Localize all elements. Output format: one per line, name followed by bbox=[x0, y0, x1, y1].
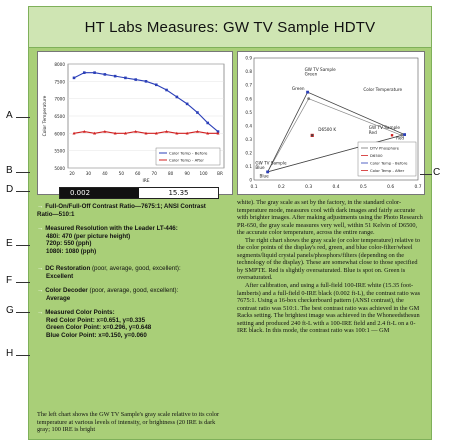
y-tick-label: 0.8 bbox=[245, 69, 252, 75]
x-tick-label: 70 bbox=[151, 171, 157, 176]
y-tick-label: 0.5 bbox=[245, 109, 252, 115]
y-tick-label: 0 bbox=[249, 177, 252, 183]
spec-color-points: → Measured Color Points: Red Color Point: x=0.651, y=0.335 Green Color Point: x=0.296, y=0.648 Blue Color Point: x=0.150, y=0.060 bbox=[37, 309, 152, 339]
legend-label: DTV Phosphore bbox=[370, 145, 399, 151]
spec-resolution: → Measured Resolution with the Leader LT-446: 480i: 470 (per picture height) 720p: 550 (pph) 1080i: 1080 (pph) bbox=[37, 225, 178, 255]
pointer-line bbox=[16, 117, 30, 118]
y-tick-label: 7500 bbox=[54, 79, 65, 85]
sample-point bbox=[306, 91, 309, 94]
y-axis-label: Color Temperature bbox=[43, 95, 48, 137]
right-body-text bbox=[237, 199, 425, 335]
y-tick-label: 6500 bbox=[54, 114, 65, 119]
label-e: E bbox=[6, 238, 13, 249]
contrast-black-value: 0.002 bbox=[60, 188, 139, 198]
arrow-icon: → bbox=[37, 287, 44, 294]
page-title: HT Labs Measures: GW TV Sample HDTV bbox=[84, 18, 376, 36]
point-label: D6500 K bbox=[318, 127, 337, 133]
paragraph: white). The gray scale as set by the factory, in the standard color-temperature mode, measures cool with dark images and fairly accurate with brighter images. After making adjustments using the Photo Research PR-650, the gray scale measures very well, within 51 Kelvin of D6500, the accurate color temperature, across the entire range. bbox=[237, 199, 423, 237]
x-tick-label: 90 bbox=[184, 171, 190, 176]
x-tick-label: 0.4 bbox=[332, 185, 340, 190]
x-tick-label: 0.3 bbox=[305, 185, 313, 190]
x-tick-label: 100 bbox=[199, 171, 208, 176]
y-tick-label: 0.7 bbox=[245, 82, 252, 88]
pointer-line bbox=[16, 355, 30, 356]
pointer-line bbox=[16, 312, 30, 313]
x-tick-label: 0.1 bbox=[250, 185, 258, 190]
y-tick-label: 0.4 bbox=[245, 123, 252, 129]
spec-color-decoder: → Color Decoder (poor, average, good, excellent): Average bbox=[37, 287, 179, 302]
y-tick-label: 0.6 bbox=[245, 96, 252, 102]
pointer-line bbox=[16, 172, 30, 173]
left-body-text: The left chart shows the GW TV Sample's gray scale relative to its color temperature at various levels of intensity, or brightness (20 IRE is dark gray; 100 IRE is bright bbox=[37, 411, 220, 434]
title-bar bbox=[29, 7, 431, 48]
x-tick-label: 0.5 bbox=[359, 185, 367, 190]
x-tick-label: 30 bbox=[85, 171, 92, 176]
x-tick-label: 0.7 bbox=[414, 185, 422, 190]
data-point bbox=[93, 71, 96, 74]
arrow-icon: → bbox=[37, 309, 44, 316]
legend-label: Color Temp - After bbox=[169, 157, 204, 163]
cie-chart bbox=[238, 52, 424, 194]
spec-contrast: → Full-On/Full-Off Contrast Ratio—7675:1; ANSI Contrast Ratio—510:1 bbox=[37, 203, 206, 218]
label-h: H bbox=[6, 348, 14, 359]
label-d: D bbox=[6, 184, 14, 195]
label-g: G bbox=[6, 305, 14, 316]
right-chart-panel bbox=[237, 51, 425, 195]
x-tick-label: 40 bbox=[102, 171, 108, 176]
point-label: Color Temperature bbox=[363, 87, 403, 93]
y-tick-label: 8000 bbox=[54, 62, 65, 67]
y-tick-label: 0.2 bbox=[245, 150, 252, 156]
legend-label: D6500 bbox=[370, 153, 383, 159]
paragraph: The right chart shows the gray scale (or color temperature) relative to the color points of the display's red, green, and blue color-filter/wheel segments/liquid crystal panels/phosphors/filters (depending on the technology of the display). These are somewhat close to those specified by SMPTE. Red is slightly oversaturated. Blue is spot on. Green is oversaturated. bbox=[237, 236, 421, 282]
data-point bbox=[114, 75, 117, 78]
paragraph: After calibration, and using a full-field 100-IRE white (15.35 foot-lamberts) and a full-field 0-IRE black (0.002 ft-L), the contrast ratio was 7675:1. Using a 16-box checkerboard pattern (ANSI contrast), the contrast ratio was 510:1. The best contrast ratio was achieved in the GM Racks setting. The brightest image was achieved in the Whoneedsthesun setting and produced 240 ft-L with a 100-IRE field and 2.4 ft-L on a 0-IRE black. In this mode, the contrast ratio was 100:1 — GM bbox=[237, 282, 421, 335]
contrast-white-value: 15.35 bbox=[139, 188, 218, 198]
x-tick-label: 80 bbox=[167, 171, 174, 176]
arrow-icon: → bbox=[37, 225, 44, 232]
point-label: Blue bbox=[255, 165, 265, 171]
y-tick-label: 0.3 bbox=[245, 136, 252, 142]
point-label: Green bbox=[291, 85, 305, 91]
y-tick-label: 5500 bbox=[54, 148, 65, 154]
point-label: GW TV Sample bbox=[255, 160, 287, 166]
point-label: Red bbox=[396, 135, 405, 141]
legend-label: Color Temp - Before bbox=[169, 150, 208, 156]
left-chart-panel bbox=[37, 51, 233, 195]
x-tick-label: 20 bbox=[69, 171, 75, 176]
red-marker bbox=[391, 134, 393, 136]
data-point bbox=[124, 77, 127, 80]
arrow-icon: → bbox=[37, 265, 44, 272]
contrast-bar bbox=[59, 187, 219, 199]
data-point bbox=[155, 84, 158, 87]
label-f: F bbox=[6, 275, 13, 286]
color-temp-point bbox=[311, 134, 313, 136]
phosphor-point bbox=[307, 97, 310, 100]
y-tick-label: 0.9 bbox=[245, 55, 252, 61]
point-label: Blue bbox=[259, 173, 269, 179]
data-point bbox=[134, 78, 137, 81]
label-b: B bbox=[6, 165, 13, 176]
data-point bbox=[165, 89, 168, 92]
label-a: A bbox=[6, 110, 13, 121]
pointer-line bbox=[420, 174, 432, 175]
data-point bbox=[83, 71, 86, 74]
x-tick-label: 50 bbox=[118, 171, 125, 176]
pointer-line bbox=[16, 191, 30, 192]
x-tick-label: 0.6 bbox=[387, 185, 395, 190]
data-point bbox=[206, 122, 209, 125]
data-point bbox=[186, 103, 189, 106]
data-point bbox=[176, 96, 179, 99]
y-tick-label: 6000 bbox=[54, 131, 65, 137]
article-page bbox=[28, 6, 432, 440]
legend-label: Color Temp - Before bbox=[370, 160, 408, 166]
pointer-line bbox=[16, 245, 30, 246]
color-temp-chart bbox=[38, 52, 232, 194]
data-point bbox=[73, 77, 76, 80]
legend-label: Color Temp - After bbox=[370, 168, 405, 174]
point-label: Green bbox=[304, 71, 318, 77]
label-c: C bbox=[433, 167, 441, 178]
data-point bbox=[104, 73, 107, 76]
x-tick-label: BR bbox=[217, 171, 223, 176]
y-tick-label: 7000 bbox=[54, 96, 65, 102]
x-tick-label: 0.2 bbox=[277, 185, 285, 190]
point-label: Red bbox=[368, 129, 377, 135]
y-tick-label: 0.1 bbox=[245, 164, 252, 170]
data-point bbox=[145, 80, 148, 83]
point-label: GW TV Sample bbox=[368, 125, 400, 131]
arrow-icon: → bbox=[37, 203, 44, 210]
y-tick-label: 5000 bbox=[54, 166, 65, 171]
pointer-line bbox=[16, 282, 30, 283]
x-axis-label: IRE bbox=[142, 179, 150, 184]
spec-dc-restoration: → DC Restoration (poor, average, good, excellent): Excellent bbox=[37, 265, 181, 280]
data-point bbox=[196, 111, 199, 114]
x-tick-label: 60 bbox=[135, 171, 141, 176]
point-label: GW TV Sample bbox=[304, 66, 336, 72]
